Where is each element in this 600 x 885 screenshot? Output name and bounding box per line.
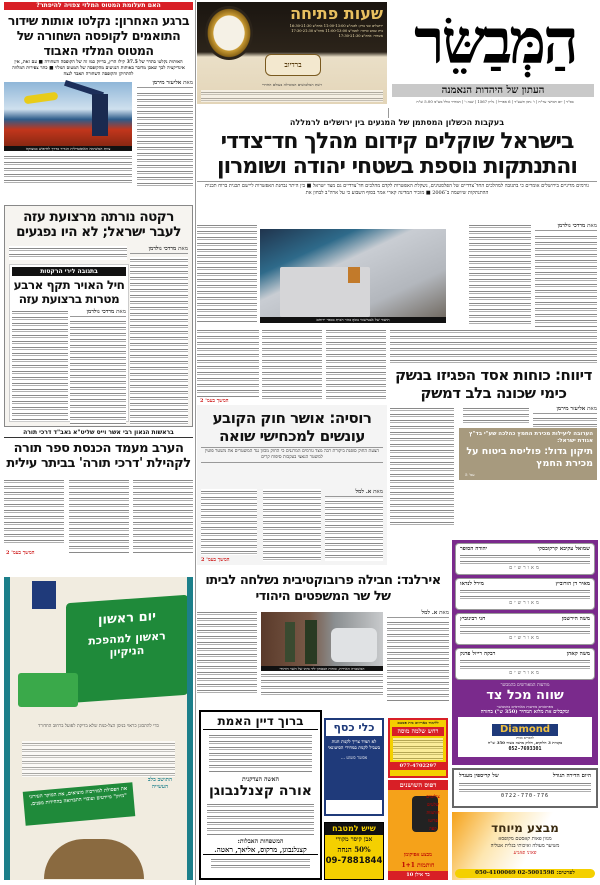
wig-sale-ad[interactable] xyxy=(452,812,598,880)
stamps-ad[interactable] xyxy=(388,780,448,880)
lead-headline[interactable]: בישראל שוקלים קידום מהלך חד־צדדי והתנתקות נוספת בשטחי יהודה ושומרון xyxy=(217,129,577,179)
passover-line1: הערובה ליעילות מכירת החמץ כהלכה שע"י בד"ץ אגודת ישראל: xyxy=(469,431,593,444)
sale-line1: מגוון פאות קאסטם מקופסא xyxy=(498,836,552,842)
diamond-ad[interactable] xyxy=(458,717,592,757)
lead-subhead: גורמים מדיניים בירושלים אומרים כי בתגובה למהלכים החד־צדדיים של הפלסטינים, נשקלת האפשרות לקדם מהלכים חד־צדדיים גם מצד ישראל ■ בין היתר נבחנת האפשרות ליישם תכנית ברוח תכנית ההתנתקות שיושמה ב־2006 ■ מזכיר המדינה קארי אמר בסוף השבוע כי על ארה"ב לבחון את xyxy=(197,181,597,197)
ireland-photo xyxy=(261,612,383,666)
ad-footer: רשת המלבושים המובילה בעולם החרדי xyxy=(261,82,323,87)
greeting-left: של קריספין מענדל xyxy=(459,773,499,779)
learning-phone: 077-4702297 xyxy=(390,762,446,770)
sale-contact: לפרטים: 02-5001598 050-4100069 xyxy=(455,869,595,878)
learning-top: ללימוד באריזים בית פסטם xyxy=(397,720,439,725)
engagement-notices xyxy=(452,540,598,765)
torah-continued[interactable]: המשך בעמ' 2 xyxy=(6,550,35,556)
municipality-logo xyxy=(32,581,56,609)
ireland-headline[interactable]: אירלנד: חבילה פרובוקטיבית נשלחה לביתו של שר המשפטים היהודי xyxy=(205,573,441,604)
promo-mid: מפרסמים מודעות מאורסים בהמבשר xyxy=(496,704,554,709)
stamps-promo: מבצע אפיקומן xyxy=(404,852,432,858)
syria-headline[interactable]: דיווח: כוחות אסד הפגיזו בנשק כימי שכונה בלב דמשק xyxy=(395,366,592,402)
marble-phone: 09-7881844 xyxy=(325,856,383,866)
notice-footer: מאורשים xyxy=(509,565,541,571)
engagement-notice xyxy=(455,613,595,645)
yom-rishon-ad[interactable] xyxy=(4,577,193,880)
passover-insurance-box[interactable] xyxy=(459,428,597,480)
syria-article xyxy=(390,328,597,528)
mh370-subhead: האותות נקלטו בתדר של 37.5 קילו הרץ, בדיוק כמו זה של הקופסה השחורה ■ עם זאת, אין אינדיקציה לכך שאכן מדובר באותות הנגיעים מהקופסה של המטוס המלזי ■ כתר צפירות המלווה להתרוקן והקופסה השחורה תאבד לנצח xyxy=(12,60,185,77)
engagement-notice xyxy=(455,648,595,680)
obituary-notice[interactable] xyxy=(199,710,322,880)
torah-article xyxy=(4,428,193,558)
ad-body: כדי להתכונן כראוי בניסן הצל-כמת שלא בדיקת לפועל ברחוב החדורד xyxy=(38,724,159,729)
diamond-offer: בקניית 3 חלוקים, חלוק מתנה בשווי 350 ש"ח xyxy=(487,740,563,745)
notice-footer: מאורשים xyxy=(509,635,541,641)
lead-byline: מאת מרדכי גולדמן xyxy=(535,223,597,231)
masthead-dateline: בס"ד | יום חמישי ער"ח | ו' ניסן תשע"ד | 6 אפריל | גליון 1567 | שנה ו' | המחיר כולל מע"מ 5.00 ש"ח xyxy=(416,99,574,104)
ireland-byline: מאת א. למל xyxy=(387,610,449,618)
kli-kesef-line2: אפשר פשוט ... xyxy=(340,756,368,761)
torah-kicker: בראשות הגאון רבי אשר וייס שליט"א גאב"ד דרכי תורה xyxy=(4,428,193,438)
stamps-title: דפוס השושנים xyxy=(388,780,448,790)
gaza-byline: מאת מרדכי גולדמן xyxy=(130,246,188,254)
torah-headline[interactable]: הערב מעמד הכנסת ספר תורה לקהילת 'דרכי תורה' בביתר עילית xyxy=(6,441,191,471)
sale-brand: פאוני פאניע xyxy=(513,850,537,856)
diamond-phone: 052-7693301 xyxy=(508,746,542,752)
stamps-word: צילומים xyxy=(426,795,440,800)
notice-right-name: משה הירשמן xyxy=(561,616,590,622)
notice-footer: מאורשים xyxy=(509,600,541,606)
notice-right-name: שמואל עקיבא קרקובסקי xyxy=(537,546,590,552)
obituary-families-label: המשפחות האבלות: xyxy=(237,838,284,845)
ireland-article xyxy=(197,572,449,702)
gaza-article xyxy=(4,205,193,427)
promo-bottom: ומקבלים את מלוא המחיר (350 ש") בחזרה xyxy=(480,709,570,715)
notice-left-name: יהודה הסופר xyxy=(460,546,488,552)
mh370-article xyxy=(4,2,193,188)
stamps-word: שלטים xyxy=(427,803,439,808)
pocket-watch-image xyxy=(205,6,253,60)
marble-line1: אבן קיסר מקורי xyxy=(335,836,373,843)
engagement-notice xyxy=(455,578,595,610)
stamps-word: קפה xyxy=(429,827,437,832)
marble-line2: 50% הנחה xyxy=(337,845,371,854)
russia-article xyxy=(197,405,387,565)
masthead xyxy=(390,0,600,108)
opening-hours-ad[interactable] xyxy=(197,2,387,104)
notice-right-name: מאיר דן הורוביץ xyxy=(555,581,590,587)
promo-top: מודעות המאורשים בהמבשר xyxy=(500,683,550,688)
promo-title: שווה מכל צד xyxy=(486,688,564,703)
obituary-families: קצנלנבוגן, מרקוס, אליאך, ראטה. xyxy=(203,845,318,855)
gaza-sub-byline: מאת מרדכי גולדמן xyxy=(70,309,126,317)
kli-kesef-brand: כלי כסף xyxy=(326,720,382,736)
mh370-kicker: האם תעלומת המטוס המלזי צפויה להיפתר? xyxy=(4,2,193,10)
russia-subhead: הצעת החוק סופגת ביקורת רבה מצד גורמים המרגנים כי החוק מכוון נגד המשטרים את משטר פוטין למשטר הנאצי בעקבות סיפוח קרים xyxy=(201,447,383,463)
garbage-truck-icon xyxy=(18,673,78,707)
stamps-address: בר אילן 10 xyxy=(388,871,448,880)
banner-title: יום ראשון xyxy=(98,608,156,629)
column-divider xyxy=(195,0,196,885)
obituary-label: האשה הצדקנית xyxy=(242,776,279,783)
mh370-caption: צוות המשימה האוסטרלית הגדיר בדרך לחיפוש במצוקה xyxy=(4,146,132,151)
kli-kesef-line1: לא תמיד צריך לקנות חנות בשביל לקנות במחירי הסיטונאי xyxy=(328,740,380,751)
stamps-word: פרוטו xyxy=(428,819,438,824)
notice-right-name: משה קאהן xyxy=(566,651,590,657)
sale-title: מבצע מיוחד xyxy=(491,821,559,835)
lead-article xyxy=(197,117,597,327)
gaza-sub-article xyxy=(9,264,129,422)
masthead-logo: הַמְּבַשֵּׂר xyxy=(414,5,576,78)
greeting-phone: 0722-770-776 xyxy=(500,793,550,799)
sale-line2: משיער מעולה ואיכותי בגלית אטליה xyxy=(490,843,560,849)
obituary-title: ברוך דיין האמת xyxy=(203,714,318,730)
lead-continued[interactable]: המשך בעמ' 2 xyxy=(200,398,229,404)
ireland-caption: המשטרה האירית, כוחות הבטחון ליד ביתו של השר היהודי xyxy=(261,666,383,671)
mh370-headline[interactable]: ברגע האחרון: נקלטו אותות שידור התואמים לקופסה השחורה של המטוס המלזי האבוד xyxy=(7,13,190,58)
masthead-tagline: העתון של היהדות הנאמנה xyxy=(392,84,594,97)
stamps-word: חותמות xyxy=(426,811,440,816)
mh370-byline: מאת אליעזר מירמן xyxy=(137,80,193,88)
hours-line: אשדוד: אחה"צ 17:30-21:30 xyxy=(338,34,383,38)
russia-continued[interactable]: המשך בעמ' 2 xyxy=(201,557,230,563)
stamps-deal: חותמות 1+1 xyxy=(401,862,435,869)
notice-left-name: חני רבינוביץ xyxy=(460,616,486,622)
learning-ad[interactable] xyxy=(388,718,448,778)
brand-badge: ברדיוב xyxy=(265,54,321,76)
gaza-headline[interactable]: רקטה נורתה מרצועת עזה לעבר ישראל; לא היו נפגעים xyxy=(16,209,181,240)
sale-phones: 02-5001598 050-4100069 xyxy=(475,870,555,876)
marble-title: שיש למטבח xyxy=(325,823,383,835)
russia-headline[interactable]: רוסיה: אושר חוק הקובע עונשים למכחישי שואה xyxy=(212,409,372,445)
heart-slogan: התושב בלב העשייה xyxy=(147,777,173,790)
notice-left-name: רבקה רייזל פרנק xyxy=(460,651,496,657)
city-illustration xyxy=(44,839,144,879)
notice-left-name: מירל לנדאו xyxy=(460,581,484,587)
marble-ad[interactable] xyxy=(324,822,384,880)
learning-title: רחש שלמה מוסה xyxy=(392,727,444,736)
mh370-photo xyxy=(4,82,132,150)
green-banner xyxy=(66,595,188,704)
greeting-right: היום הדירה תגודל xyxy=(552,773,591,779)
hours-line: ירושלים ובני ברק: לפנה"צ 11:00-13:00 אחה"צ 16:30-21:30 xyxy=(289,24,383,28)
hours-line: בית שמש וביתר: לפנה"צ 11:00-13:00 אחה"צ 17:30-21:30 xyxy=(291,29,383,33)
passover-line2: תיקון גדול: פוליסת ביטוח על מכירת החמץ xyxy=(466,446,593,469)
passover-ref: עמ' 5 xyxy=(465,472,475,477)
diamond-tag: להבריא בבית xyxy=(516,736,534,740)
notice-footer: מאורשים xyxy=(509,670,541,676)
diamond-brand: Diamond xyxy=(492,724,558,736)
obituary-name: אורה קצנלנבוגן xyxy=(209,783,312,799)
gaza-sub-kicker: בתגובה לירי הרקטות xyxy=(12,267,126,276)
ad-slogan: את הפסולת למדרכות מוציאים, את המוקד העירוני "מיוק" מיידעים ועובדי התברואה בהחידות מפנים. xyxy=(23,782,136,825)
russia-byline: מאת א. למל xyxy=(325,489,383,497)
banner-subtitle: ראשון למהפכת הניקיון xyxy=(88,629,166,660)
greeting-notice xyxy=(452,768,598,808)
kli-kesef-ad[interactable] xyxy=(324,718,384,816)
lead-kicker: בעקבות הכשלון המסתמן של המגעים בין ירושלים לרמללה xyxy=(289,118,505,127)
gaza-sub-headline[interactable]: חיל האויר תקף ארבע מטרות ברצועת עזה xyxy=(13,278,125,306)
ad-title: שעות פתיחה xyxy=(290,4,383,23)
column-divider xyxy=(388,108,389,118)
syria-byline: מאת אליעזר מירמן xyxy=(533,406,597,414)
engagement-notice xyxy=(455,543,595,575)
lead-caption: תיעוד של אנטישמי נוסף בהר הבית בכפר ירוחם xyxy=(260,317,446,323)
lead-photo xyxy=(260,229,446,323)
